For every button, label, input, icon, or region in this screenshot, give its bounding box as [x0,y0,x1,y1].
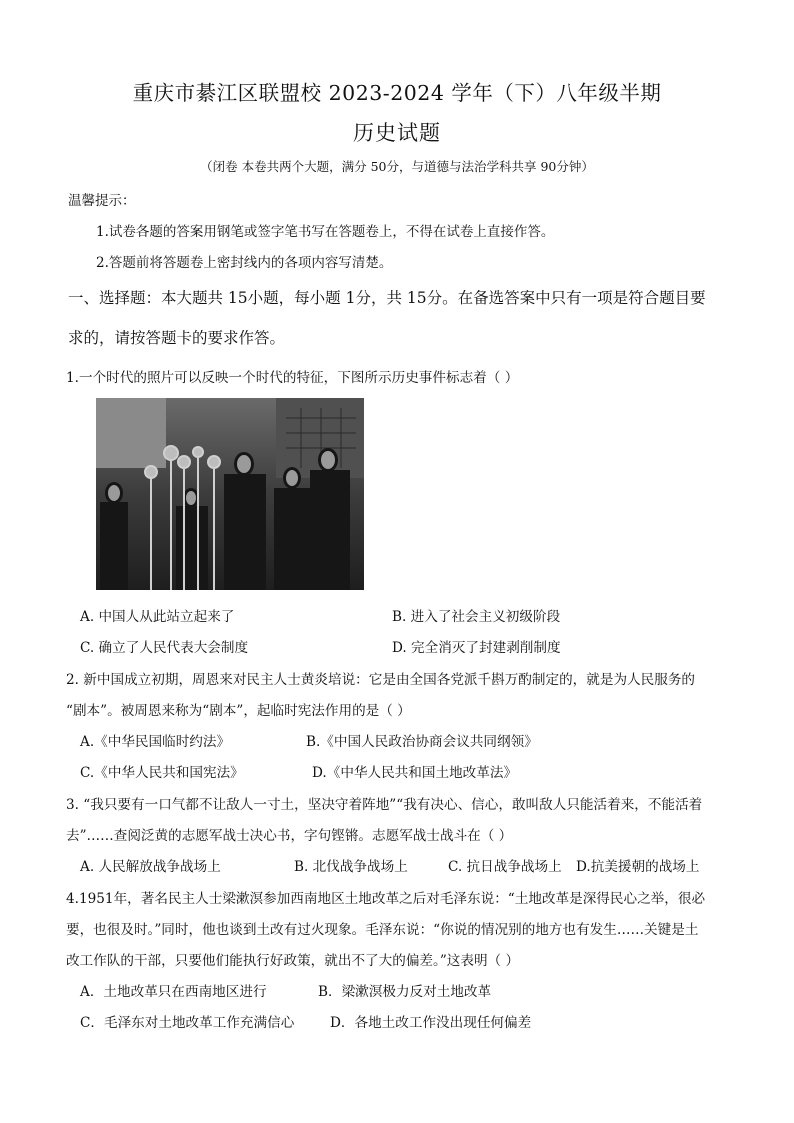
option-a: A．土地改革只在西南地区进行 [80,984,267,1000]
exam-note: （闭卷 本卷共两个大题，满分 50分，与道德与法治学科共享 90分钟） [200,159,594,174]
question-4-stem: 4.1951年，著名民主人士梁漱溟参加西南地区土地改革之后对毛泽东说：“土地改革是深得民心之举，很必 [66,891,706,907]
option-b: B. 进入了社会主义初级阶段 [392,609,561,625]
question-3-stem-cont: 去”……查阅泛黄的志愿军战士决心书，字句铿锵。志愿军战士战斗在（ ） [66,828,513,844]
option-b: B.《中国人民政治协商会议共同纲领》 [306,734,538,750]
section-instructions-cont: 求的，请按答题卡的要求作答。 [68,329,286,347]
option-d: D.抗美援朝的战场上 [576,859,700,875]
option-d: D.《中华人民共和国土地改革法》 [312,765,518,781]
question-2-stem: 2. 新中国成立初期，周恩来对民主人士黄炎培说：它是由全国各党派千斟万酌制定的，就是为人民服务的 [66,672,696,688]
tip-item: 2.答题前将答题卷上密封线内的各项内容写清楚。 [96,255,393,271]
option-c: C. 确立了人民代表大会制度 [80,640,249,656]
question-1-stem: 1.一个时代的照片可以反映一个时代的特征，下图所示历史事件标志着（ ） [66,370,519,386]
question-3-stem: 3. “我只要有一口气都不让敌人一寸土，坚决守着阵地”“我有决心、信心，敢叫敌人只能活着来，不能活着 [66,797,703,813]
option-a: A.《中华民国临时约法》 [80,734,231,750]
tips-heading: 温馨提示： [68,193,136,209]
option-c: C．毛泽东对土地改革工作充满信心 [80,1015,295,1031]
exam-title: 重庆市綦江区联盟校 2023-2024 学年（下）八年级半期 [132,81,662,105]
question-4-stem-cont: 要，也很及时。”同时，他也谈到土改有过火现象。毛泽东说：“你说的情况别的地方也有发生……关键是土 [66,922,699,938]
option-d: D. 完全消灭了封建剥削制度 [392,640,561,656]
question-4-stem-cont: 改工作队的干部，只要他们能执行好政策，就出不了大的偏差。”这表明（ ） [66,953,520,969]
option-a: A. 中国人从此站立起来了 [80,609,235,625]
tip-item: 1.试卷各题的答案用钢笔或签字笔书写在答题卷上，不得在试卷上直接作答。 [96,224,555,240]
section-instructions: 一、选择题：本大题共 15小题，每小题 1分，共 15分。在备选答案中只有一项是符合题目要 [68,289,706,307]
exam-subtitle: 历史试题 [353,121,441,145]
option-d: D．各地土改工作没出现任何偏差 [330,1015,532,1031]
option-b: B. 北伐战争战场上 [294,859,408,875]
option-b: B．梁漱溟极力反对土地改革 [318,984,492,1000]
option-a: A. 人民解放战争战场上 [80,859,221,875]
question-2-stem-cont: “剧本”。被周恩来称为“剧本”，起临时宪法作用的是（ ） [66,703,411,719]
option-c: C.《中华人民共和国宪法》 [80,765,244,781]
founding-ceremony-photo [96,398,364,590]
option-c: C. 抗日战争战场上 [448,859,562,875]
